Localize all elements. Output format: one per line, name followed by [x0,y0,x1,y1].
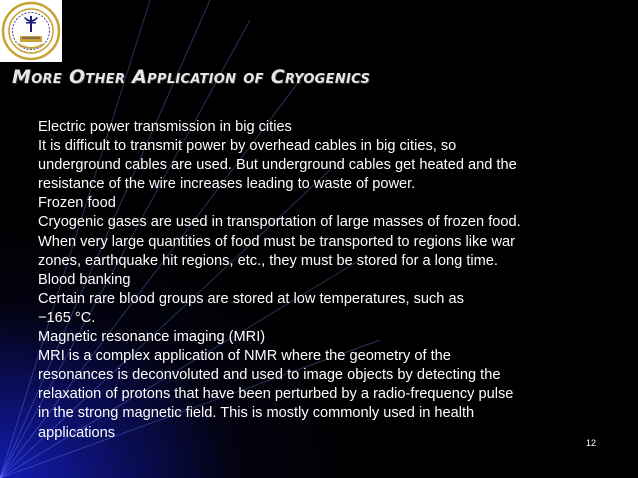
body-line: Certain rare blood groups are stored at low temperatures, such as [38,290,464,307]
slide-body [38,118,628,443]
heading-blood-banking: Blood banking [38,271,131,288]
body-line: It is difficult to transmit power by overhead cables in big cities, so [38,138,457,155]
page-number: 12 [586,438,597,448]
seal-icon [0,0,62,62]
body-line: resonances is deconvoluted and used to image objects by detecting the [38,367,501,384]
heading-frozen-food: Frozen food [38,195,116,212]
body-line: When very large quantities of food must be transported to regions like war [38,233,515,250]
body-line: Cryogenic gases are used in transportation of large masses of frozen food. [38,214,521,231]
body-line: −165 °C. [38,309,96,326]
body-line: resistance of the wire increases leading to waste of power. [38,176,416,193]
heading-mri: Magnetic resonance imaging (MRI) [38,329,266,346]
body-line: applications [38,424,116,441]
body-line: in the strong magnetic field. This is mostly commonly used in health [38,405,475,422]
body-line: underground cables are used. But underground cables get heated and the [38,157,517,174]
body-line: MRI is a complex application of NMR where the geometry of the [38,348,451,365]
body-line: relaxation of protons that have been perturbed by a radio-frequency pulse [38,386,514,403]
slide-title: More Other Application of Cryogenics [12,66,371,88]
body-line: zones, earthquake hit regions, etc., they must be stored for a long time. [38,252,498,269]
institution-logo [0,0,62,62]
heading-power-transmission: Electric power transmission in big cities [38,119,292,135]
